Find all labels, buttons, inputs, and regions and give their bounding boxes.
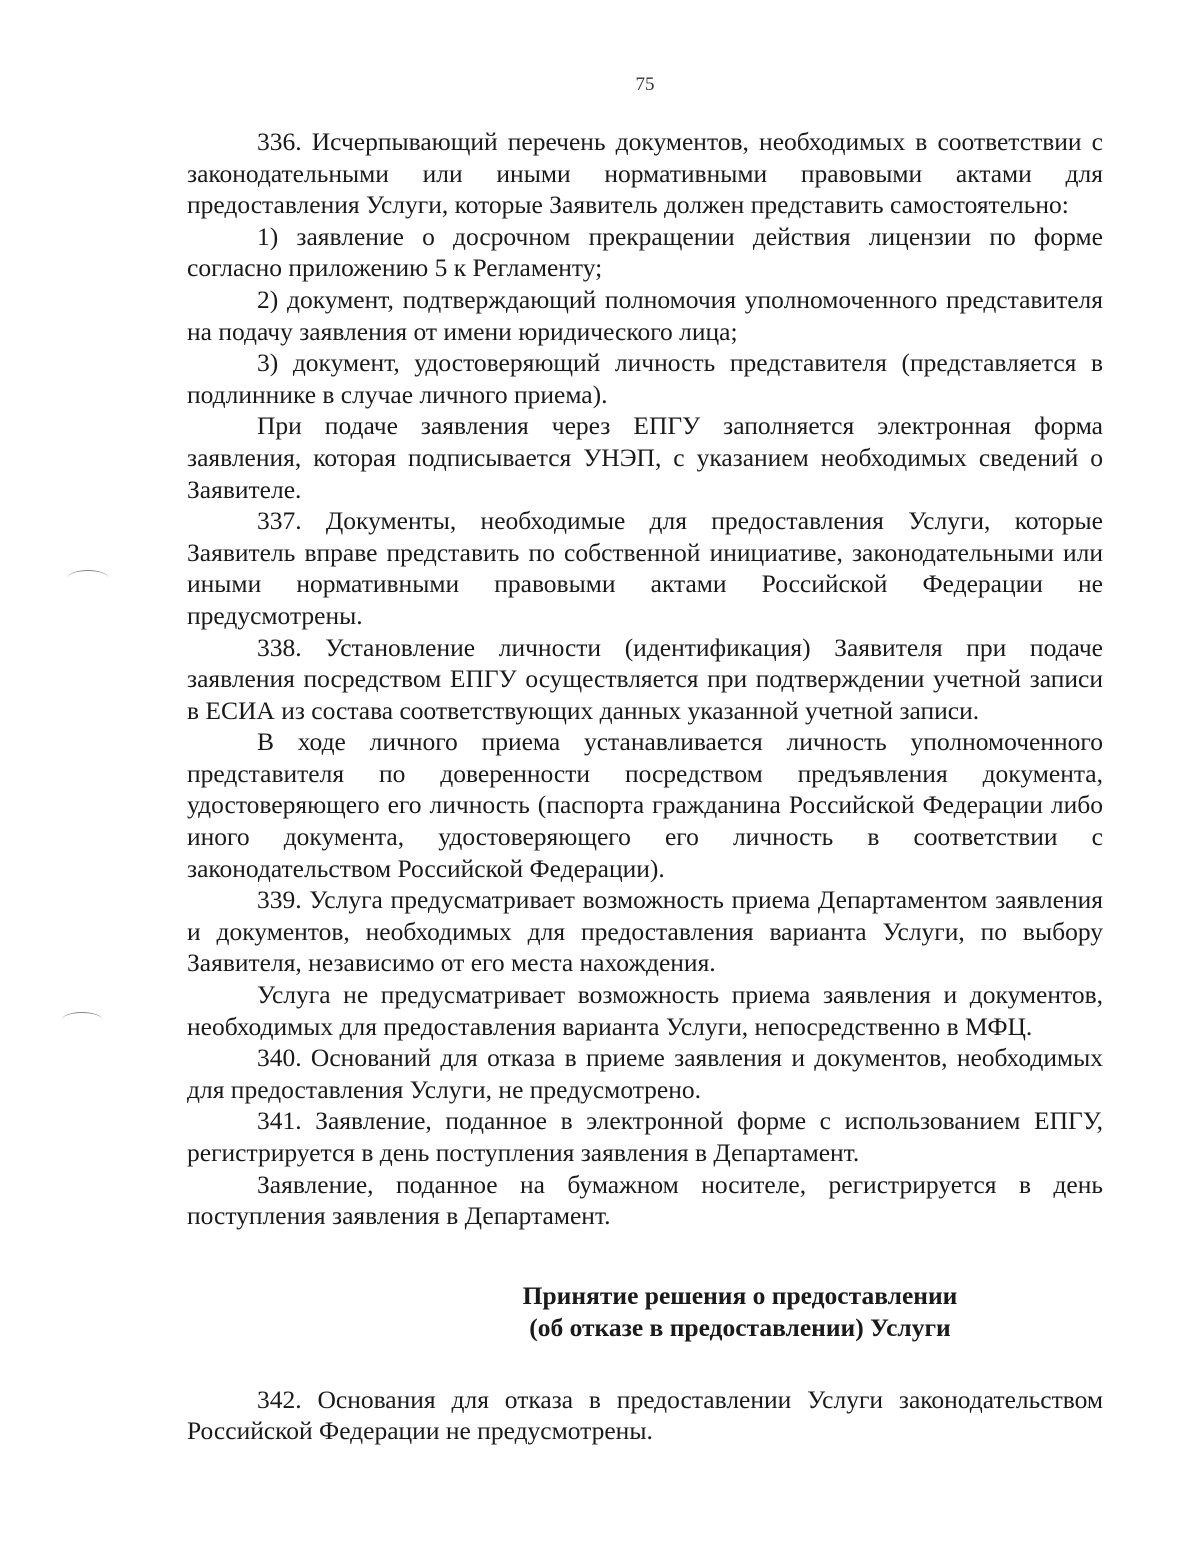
- list-item-3: 3) документ, удостоверяющий личность представителя (представляется в подлиннике в случае личного приема).: [187, 348, 1103, 409]
- page-number: 75: [635, 74, 655, 95]
- paragraph-personal-reception: В ходе личного приема устанавливается личность уполномоченного представителя по доверенности посредством предъявления документа, удостоверяющего его личность (паспорта гражданина Российской Федерации либо иного документа, удостоверяющего его личность в соответствии с законодательством Российской Федерации).: [187, 727, 1103, 883]
- scan-punch-mark-upper: [68, 570, 108, 585]
- paragraph-mfc: Услуга не предусматривает возможность приема заявления и документов, необходимых для предоставления варианта Услуги, непосредственно в МФЦ.: [187, 980, 1103, 1041]
- paragraph-338: 338. Установление личности (идентификация) Заявителя при подаче заявления посредством ЕПГУ осуществляется при подтверждении учетной записи в ЕСИА из состава соответствующих данных указанной учетной записи.: [187, 632, 1103, 725]
- document-body: [187, 126, 1103, 1447]
- list-item-1: 1) заявление о досрочном прекращении действия лицензии по форме согласно приложению 5 к Регламенту;: [187, 221, 1103, 283]
- paragraph-339: 339. Услуга предусматривает возможность приема Департаментом заявления и документов, необходимых для предоставления варианта Услуги, по выбору Заявителя, независимо от его места нахождения.: [187, 885, 1103, 978]
- paragraph-epgu-form: При подаче заявления через ЕПГУ заполняется электронная форма заявления, которая подписывается УНЭП, с указанием необходимых сведений о Заявителе.: [187, 411, 1103, 504]
- paragraph-paper-application: Заявление, поданное на бумажном носителе, регистрируется в день поступления заявления в Департамент.: [187, 1169, 1103, 1231]
- section-heading: [187, 1280, 1103, 1344]
- paragraph-337: 337. Документы, необходимые для предоставления Услуги, которые Заявитель вправе представить по собственной инициативе, законодательными или иными нормативными правовыми актами Российской Федерации не предусмотрены.: [187, 506, 1103, 630]
- paragraph-340: 340. Оснований для отказа в приеме заявления и документов, необходимых для предоставления Услуги, не предусмотрено.: [187, 1043, 1103, 1104]
- paragraph-341: 341. Заявление, поданное в электронной форме с использованием ЕПГУ, регистрируется в день поступления заявления в Департамент.: [187, 1106, 1103, 1167]
- list-item-2: 2) документ, подтверждающий полномочия уполномоченного представителя на подачу заявления от имени юридического лица;: [187, 284, 1103, 346]
- section-heading-line-2: (об отказе в предоставлении) Услуги: [529, 1312, 951, 1342]
- section-heading-line-1: Принятие решения о предоставлении: [522, 1280, 958, 1310]
- paragraph-336: 336. Исчерпывающий перечень документов, необходимых в соответствии с законодательными или иными нормативными правовыми актами для предоставления Услуги, которые Заявитель должен представить самостоятельно:: [187, 127, 1103, 220]
- scan-punch-mark-lower: [62, 1012, 102, 1027]
- paragraph-342: 342. Основания для отказа в предоставлении Услуги законодательством Российской Федерации не предусмотрены.: [187, 1384, 1103, 1446]
